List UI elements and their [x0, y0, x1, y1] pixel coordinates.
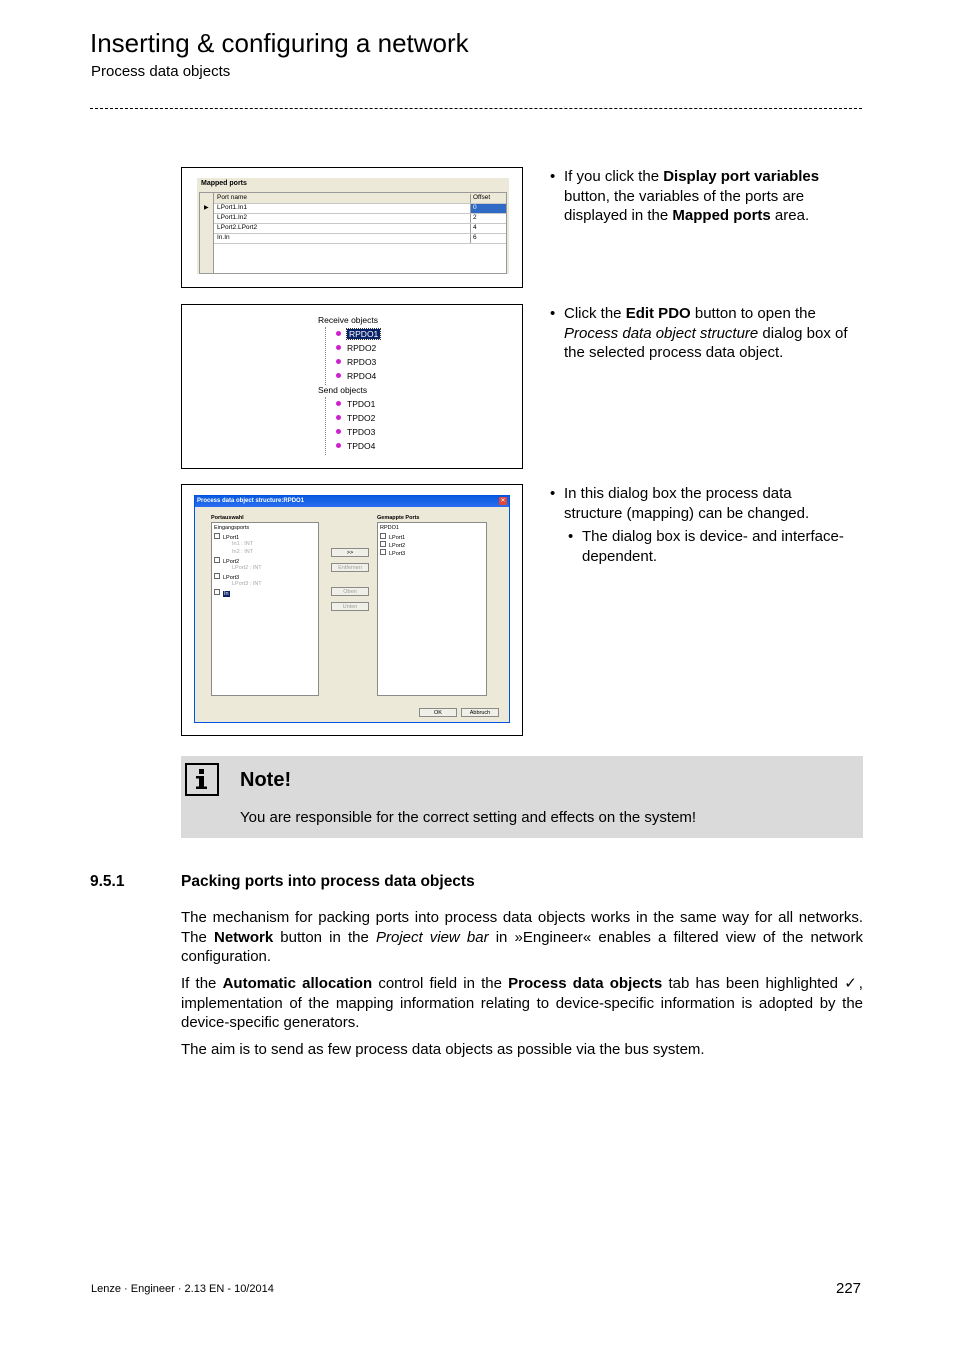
bullet-icon: • [550, 305, 556, 322]
ok-button[interactable]: OK [419, 708, 457, 717]
list-item[interactable]: LPort1 [380, 533, 405, 541]
list-item[interactable]: LPort2 [214, 557, 239, 565]
header-divider [90, 108, 862, 109]
mapped-ports-screenshot [181, 167, 523, 288]
list-item[interactable]: LPort3 [380, 549, 405, 557]
note-box [181, 756, 863, 838]
remove-button[interactable]: Entfernen [331, 563, 369, 572]
cell-port-name: LPort1.In2 [217, 214, 247, 221]
tree-item-tpdo[interactable]: TPDO2 [336, 413, 375, 423]
port-selection-label: Portauswahl [211, 515, 244, 521]
tree-item-rpdo[interactable]: RPDO2 [336, 343, 376, 353]
pdo-icon [336, 373, 341, 378]
list-item[interactable]: LPort1 [214, 533, 239, 541]
table-row[interactable] [200, 233, 506, 244]
expand-icon[interactable] [214, 589, 220, 595]
mapped-ports-list[interactable] [377, 522, 487, 696]
section-title: Packing ports into process data objects [181, 873, 475, 890]
collapse-icon[interactable] [214, 533, 220, 539]
mapped-ports-grid [199, 192, 507, 274]
expand-icon[interactable] [380, 533, 386, 539]
pdo-icon [336, 331, 341, 336]
page-title: Inserting & configuring a network [90, 28, 469, 58]
pdo-structure-dialog-screenshot [181, 484, 523, 736]
list-item[interactable]: In2 : INT [232, 549, 254, 555]
mapped-ports-panel [197, 178, 509, 274]
list-item[interactable]: LPort3 [214, 573, 239, 581]
move-up-button[interactable]: Oben [331, 587, 369, 596]
bullet-edit-pdo: • Click the Edit PDO button to open the Process data object structure dialog box of the selected process data object. [550, 305, 848, 361]
dialog-title: Process data object structure:RPDO1 [195, 496, 509, 507]
tree-item-tpdo[interactable]: TPDO1 [336, 399, 375, 409]
pdo-icon [336, 415, 341, 420]
port-selection-list[interactable] [211, 522, 319, 696]
note-text: You are responsible for the correct setting and effects on the system! [240, 809, 697, 826]
bullet-icon: • [568, 528, 574, 545]
footer-publication: Lenze · Engineer · 2.13 EN - 10/2014 [91, 1283, 274, 1295]
cell-offset[interactable]: 2 [470, 214, 506, 223]
expand-icon[interactable] [380, 549, 386, 555]
cell-offset[interactable]: 4 [470, 224, 506, 233]
tree-item-tpdo[interactable]: TPDO3 [336, 427, 375, 437]
section-number: 9.5.1 [90, 873, 125, 890]
tree-item-rpdo[interactable]: RPDO1 [336, 329, 380, 339]
paragraph-mechanism: The mechanism for packing ports into process data objects works in the same way for all networks. The Network button in the Project view bar in »Engineer« enables a filtered view of the network configuration. [181, 909, 863, 966]
paragraph-automatic-allocation: If the Automatic allocation control field in the Process data objects tab has been highlighted ✓, implementation of the mapping information relating to device-specific information is adopted by the device-specific generators. [181, 975, 863, 1032]
col-offset: Offset [470, 194, 506, 203]
page-subtitle: Process data objects [91, 63, 231, 80]
mapped-ports-title: Mapped ports [201, 180, 247, 187]
list-item[interactable]: In [214, 589, 230, 597]
expand-icon[interactable] [380, 541, 386, 547]
close-icon[interactable]: ✕ [500, 498, 506, 504]
bullet-display-port-variables: • If you click the Display port variables button, the variables of the ports are displayed in the Mapped ports area. [550, 168, 820, 224]
list-item[interactable]: In1 : INT [232, 541, 254, 547]
cell-offset[interactable]: 6 [470, 234, 506, 243]
cancel-button[interactable]: Abbruch [461, 708, 499, 717]
move-down-button[interactable]: Unten [331, 602, 369, 611]
pdo-structure-dialog [194, 495, 510, 723]
pdo-icon [336, 443, 341, 448]
cell-port-name: In.In [217, 234, 230, 241]
sub-bullet-device-dependent: • The dialog box is device- and interface-dependent. [568, 528, 844, 565]
cell-port-name: LPort2.LPort2 [217, 224, 258, 231]
list-item[interactable]: LPort2 [380, 541, 405, 549]
info-icon [185, 763, 219, 796]
pdo-tree-screenshot [181, 304, 523, 469]
pdo-icon [336, 401, 341, 406]
mapped-ports-label: Gemappte Ports [377, 515, 420, 521]
page-number: 227 [836, 1280, 862, 1297]
note-title: Note! [240, 769, 292, 791]
tree-node-receive[interactable]: Receive objects [318, 315, 379, 325]
tree-item-rpdo[interactable]: RPDO4 [336, 371, 376, 381]
cell-port-name: LPort1.In1 [217, 204, 247, 211]
pdo-icon [336, 429, 341, 434]
tree-item-tpdo[interactable]: TPDO4 [336, 441, 375, 451]
list-item[interactable]: LPort2 : INT [232, 565, 262, 571]
pdo-icon [336, 345, 341, 350]
bullet-icon: • [550, 485, 556, 502]
row-selector-icon: ▶ [200, 203, 214, 213]
list-item[interactable]: RPDO1 [380, 525, 399, 531]
tree-item-rpdo[interactable]: RPDO3 [336, 357, 376, 367]
bullet-dialog-mapping: • In this dialog box the process data structure (mapping) can be changed. [550, 485, 810, 522]
collapse-icon[interactable] [214, 557, 220, 563]
list-item[interactable]: LPort3 : INT [232, 581, 262, 587]
list-item[interactable]: Eingangsports [214, 525, 250, 531]
add-button[interactable]: >> [331, 548, 369, 557]
collapse-icon[interactable] [214, 573, 220, 579]
pdo-icon [336, 359, 341, 364]
bullet-icon: • [550, 168, 556, 185]
cell-offset[interactable]: 0 [470, 204, 506, 213]
tree-node-send[interactable]: Send objects [318, 385, 368, 395]
col-port-name: Port name [217, 194, 247, 201]
paragraph-aim: The aim is to send as few process data objects as possible via the bus system. [181, 1041, 705, 1058]
